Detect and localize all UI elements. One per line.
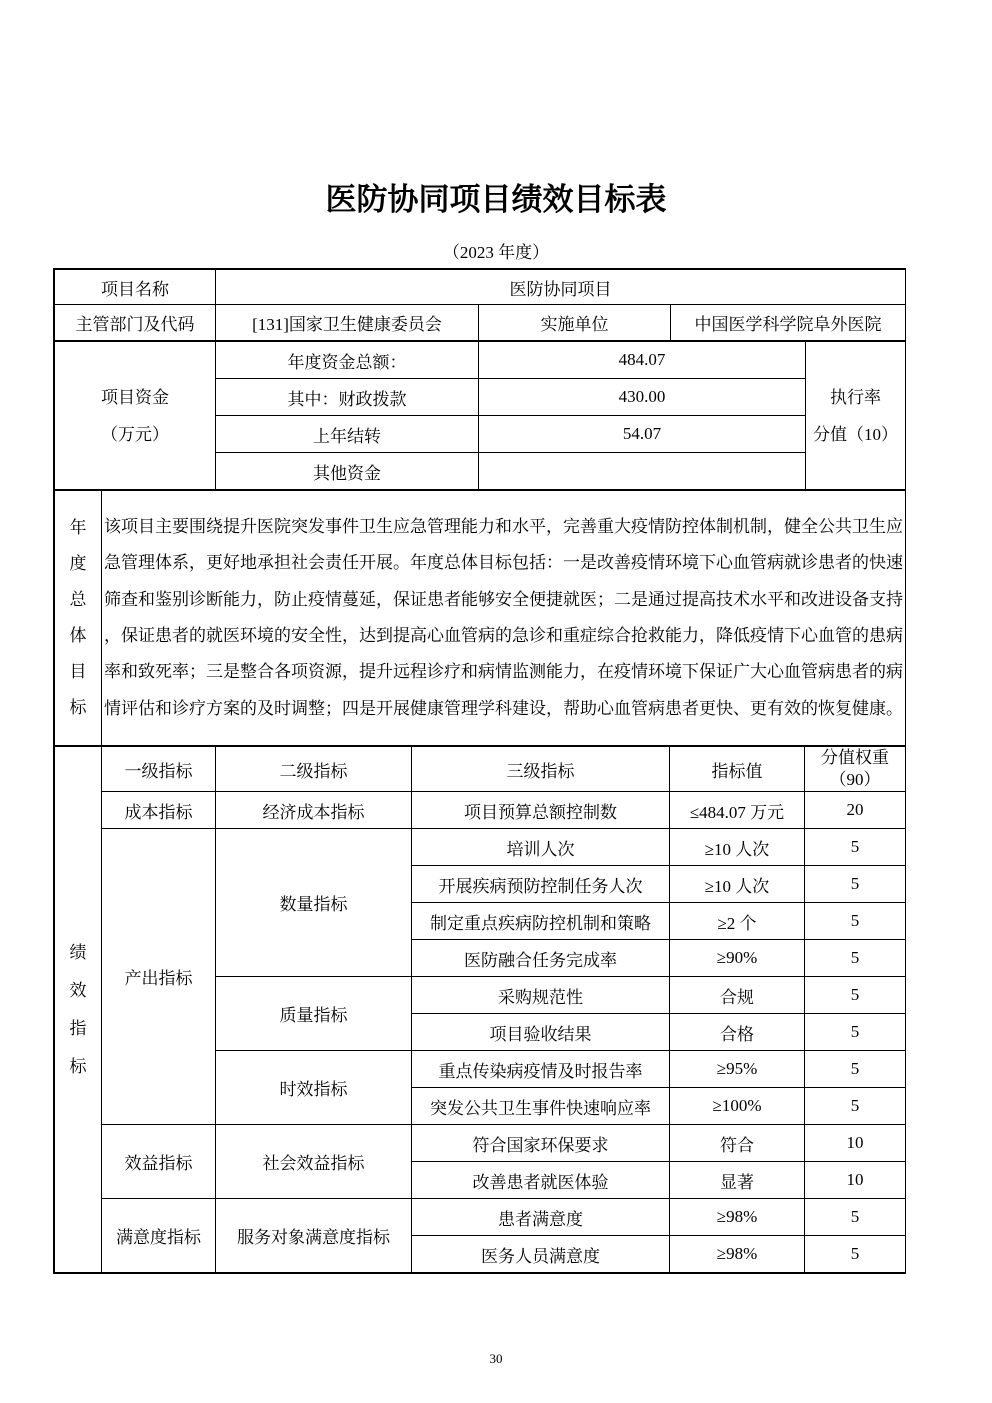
value-cell: 显著 [670, 1162, 805, 1199]
level3-cell: 符合国家环保要求 [412, 1125, 670, 1162]
header-value: 指标值 [670, 747, 805, 792]
weight-cell: 5 [805, 866, 906, 903]
dept-label: 主管部门及代码 [55, 305, 216, 341]
value-cell: ≥98% [670, 1199, 805, 1236]
funding-row-value: 484.07 [479, 342, 806, 379]
header-level1: 一级指标 [102, 747, 216, 792]
performance-target-table [53, 268, 906, 1274]
table-row [55, 1199, 906, 1236]
project-info-table [54, 269, 906, 341]
funding-label [55, 342, 216, 490]
value-cell: 合格 [670, 1014, 805, 1051]
value-cell: ≥90% [670, 940, 805, 977]
level2-cell: 社会效益指标 [216, 1125, 412, 1199]
weight-cell: 10 [805, 1162, 906, 1199]
level3-cell: 项目验收结果 [412, 1014, 670, 1051]
table-row [55, 792, 906, 829]
weight-cell: 5 [805, 1051, 906, 1088]
level3-cell: 改善患者就医体验 [412, 1162, 670, 1199]
value-cell: ≥2 个 [670, 903, 805, 940]
indicators-label-cell [55, 747, 102, 1273]
project-name-label: 项目名称 [55, 270, 216, 305]
indicators-label: 绩效指标 [69, 942, 87, 1076]
table-row [55, 342, 906, 379]
document-title: 医防协同项目绩效目标表 [325, 182, 667, 217]
header-weight-line1: 分值权重 [821, 748, 889, 767]
level3-cell: 开展疾病预防控制任务人次 [412, 866, 670, 903]
execution-rate-line2: 分值（10） [813, 424, 898, 444]
table-row [55, 270, 906, 305]
weight-cell: 20 [805, 792, 906, 829]
annual-goal-label: 年度总体目标 [69, 518, 87, 717]
level2-cell: 时效指标 [216, 1051, 412, 1125]
level2-cell: 服务对象满意度指标 [216, 1199, 412, 1273]
weight-cell: 5 [805, 940, 906, 977]
level1-cell: 产出指标 [102, 829, 216, 1125]
header-weight-line2: （90） [829, 770, 881, 789]
page-number: 30 [489, 1351, 503, 1366]
weight-cell: 5 [805, 1236, 906, 1273]
level2-cell: 质量指标 [216, 977, 412, 1051]
value-cell: ≥98% [670, 1236, 805, 1273]
level3-cell: 项目预算总额控制数 [412, 792, 670, 829]
level3-cell: 制定重点疾病防控机制和策略 [412, 903, 670, 940]
level3-cell: 突发公共卫生事件快速响应率 [412, 1088, 670, 1125]
unit-value: 中国医学科学院阜外医院 [671, 305, 906, 341]
level3-cell: 重点传染病疫情及时报告率 [412, 1051, 670, 1088]
value-cell: 合规 [670, 977, 805, 1014]
level2-cell: 数量指标 [216, 829, 412, 977]
dept-value: [131]国家卫生健康委员会 [216, 305, 479, 341]
execution-rate-line1: 执行率 [830, 387, 881, 407]
value-cell: 符合 [670, 1125, 805, 1162]
annual-goal-label-cell [55, 491, 102, 746]
value-cell: ≥10 人次 [670, 829, 805, 866]
header-weight [805, 747, 906, 792]
weight-cell: 5 [805, 1088, 906, 1125]
level1-cell: 成本指标 [102, 792, 216, 829]
weight-cell: 5 [805, 977, 906, 1014]
funding-row-label: 年度资金总额： [216, 342, 479, 379]
level1-cell: 效益指标 [102, 1125, 216, 1199]
level2-cell: 经济成本指标 [216, 792, 412, 829]
unit-label: 实施单位 [479, 305, 671, 341]
project-name-value: 医防协同项目 [216, 270, 906, 305]
header-level2: 二级指标 [216, 747, 412, 792]
level3-cell: 采购规范性 [412, 977, 670, 1014]
funding-label-line2: （万元） [101, 424, 169, 444]
funding-table [54, 341, 906, 490]
level3-cell: 医务人员满意度 [412, 1236, 670, 1273]
table-row [55, 829, 906, 866]
document-subtitle: （2023 年度） [442, 243, 550, 262]
table-row [55, 1125, 906, 1162]
value-cell: ≥95% [670, 1051, 805, 1088]
value-cell: ≥10 人次 [670, 866, 805, 903]
weight-cell: 5 [805, 1014, 906, 1051]
funding-row-value [479, 453, 806, 490]
funding-row-value: 54.07 [479, 416, 806, 453]
header-level3: 三级指标 [412, 747, 670, 792]
level1-cell: 满意度指标 [102, 1199, 216, 1273]
funding-label-line1: 项目资金 [101, 387, 169, 407]
level3-cell: 培训人次 [412, 829, 670, 866]
funding-row-label: 上年结转 [216, 416, 479, 453]
weight-cell: 5 [805, 1199, 906, 1236]
indicators-table [54, 746, 906, 1273]
funding-row-label: 其中：财政拨款 [216, 379, 479, 416]
table-row [55, 491, 906, 746]
table-row [55, 305, 906, 341]
weight-cell: 5 [805, 903, 906, 940]
indicators-header-row [55, 747, 906, 792]
level3-cell: 医防融合任务完成率 [412, 940, 670, 977]
weight-cell: 10 [805, 1125, 906, 1162]
value-cell: ≥100% [670, 1088, 805, 1125]
annual-goal-text: 该项目主要围绕提升医院突发事件卫生应急管理能力和水平，完善重大疫情防控体制机制，健全公共卫生应急管理体系，更好地承担社会责任开展。年度总体目标包括：一是改善疫情环境下心血管病就诊患者的快速筛查和鉴别诊断能力，防止疫情蔓延，保证患者能够安全便捷就医；二是通过提高技术水平和改进设备支持，保证患者的就医环境的安全性，达到提高心血管病的急诊和重症综合抢救能力，降低疫情下心血管的患病率和致死率；三是整合各项资源，提升远程诊疗和病情监测能力，在疫情环境下保证广大心血管病患者的病情评估和诊疗方案的及时调整；四是开展健康管理学科建设，帮助心血管病患者更快、更有效的恢复健康。 [102, 491, 906, 746]
funding-row-label: 其他资金 [216, 453, 479, 490]
weight-cell: 5 [805, 829, 906, 866]
annual-goal-table [54, 490, 906, 746]
execution-rate-label [806, 342, 906, 490]
level3-cell: 患者满意度 [412, 1199, 670, 1236]
value-cell: ≤484.07 万元 [670, 792, 805, 829]
funding-row-value: 430.00 [479, 379, 806, 416]
